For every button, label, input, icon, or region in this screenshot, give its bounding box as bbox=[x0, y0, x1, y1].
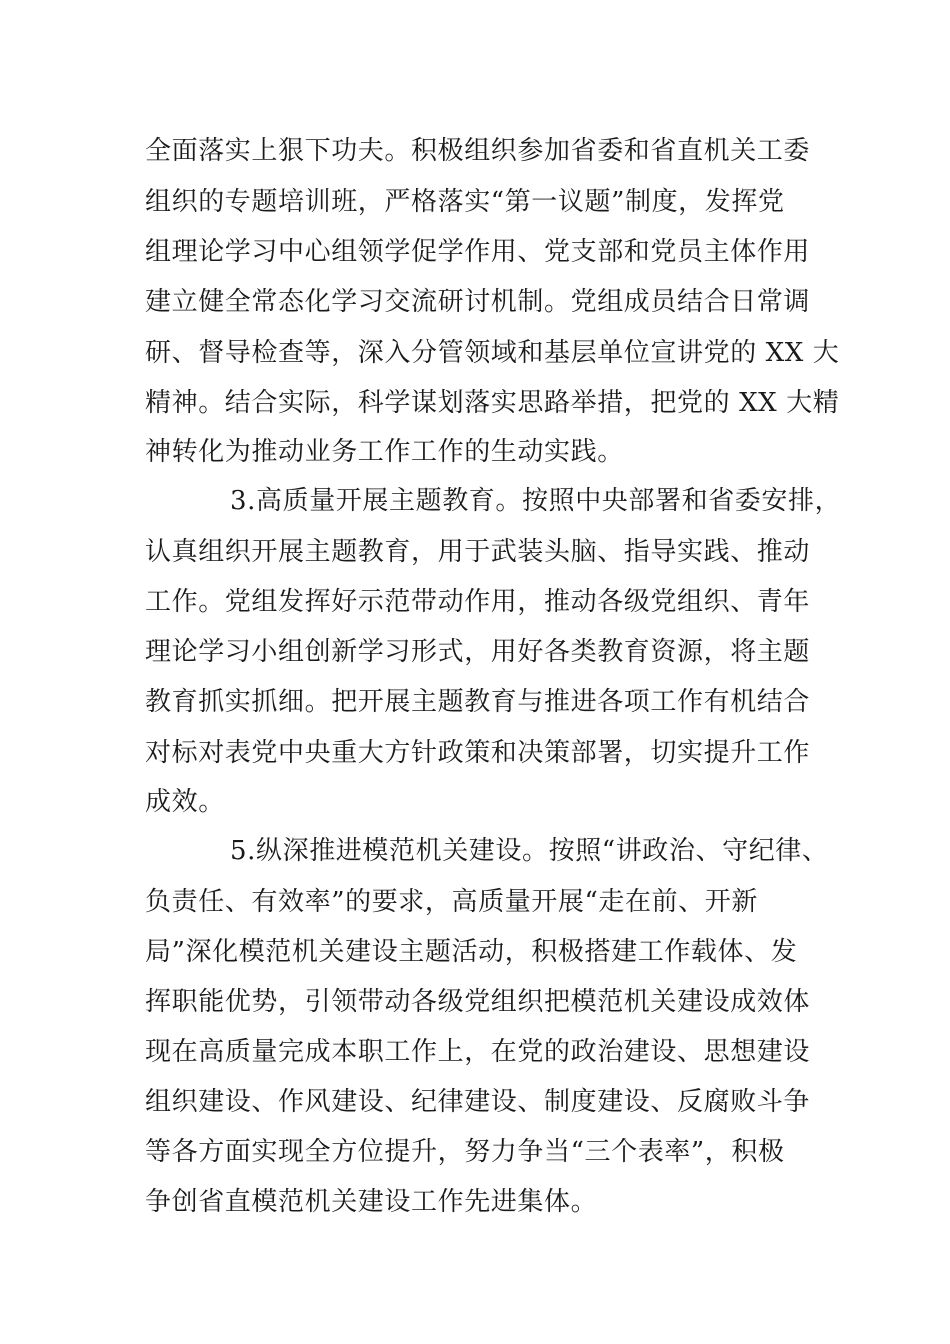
text-line: 3.高质量开展主题教育。按照中央部署和省委安排， bbox=[230, 486, 842, 516]
text-line: 争创省直模范机关建设工作先进集体。 bbox=[145, 1187, 598, 1217]
text-line: 精神。结合实际，科学谋划落实思路举措，把党的 XX 大精 bbox=[145, 388, 840, 418]
text-line: 组织的专题培训班，严格落实“第一议题”制度，发挥党 bbox=[145, 187, 785, 217]
text-line: 对标对表党中央重大方针政策和决策部署，切实提升工作 bbox=[145, 738, 811, 768]
text-line: 局”深化模范机关建设主题活动，积极搭建工作载体、发 bbox=[145, 937, 798, 967]
text-line: 理论学习小组创新学习形式，用好各类教育资源，将主题 bbox=[145, 637, 811, 667]
text-line: 认真组织开展主题教育，用于武装头脑、指导实践、推动 bbox=[145, 537, 811, 567]
text-line: 研、督导检查等，深入分管领域和基层单位宣讲党的 XX 大 bbox=[145, 338, 840, 368]
text-line: 全面落实上狠下功夫。积极组织参加省委和省直机关工委 bbox=[145, 136, 811, 166]
text-line: 组织建设、作风建设、纪律建设、制度建设、反腐败斗争 bbox=[145, 1087, 811, 1117]
text-line: 5.纵深推进模范机关建设。按照“讲政治、守纪律、 bbox=[230, 836, 829, 866]
text-line: 神转化为推动业务工作工作的生动实践。 bbox=[145, 437, 624, 467]
text-line: 组理论学习中心组领学促学作用、党支部和党员主体作用 bbox=[145, 237, 811, 267]
text-line: 等各方面实现全方位提升，努力争当“三个表率”，积极 bbox=[145, 1137, 785, 1167]
text-line: 建立健全常态化学习交流研讨机制。党组成员结合日常调 bbox=[145, 287, 811, 317]
text-line: 成效。 bbox=[145, 787, 225, 817]
text-line: 教育抓实抓细。把开展主题教育与推进各项工作有机结合 bbox=[145, 687, 811, 717]
text-line: 挥职能优势，引领带动各级党组织把模范机关建设成效体 bbox=[145, 987, 811, 1017]
text-line: 负责任、有效率”的要求，高质量开展“走在前、开新 bbox=[145, 887, 758, 917]
text-line: 现在高质量完成本职工作上，在党的政治建设、思想建设 bbox=[145, 1037, 811, 1067]
text-line: 工作。党组发挥好示范带动作用，推动各级党组织、青年 bbox=[145, 587, 811, 617]
